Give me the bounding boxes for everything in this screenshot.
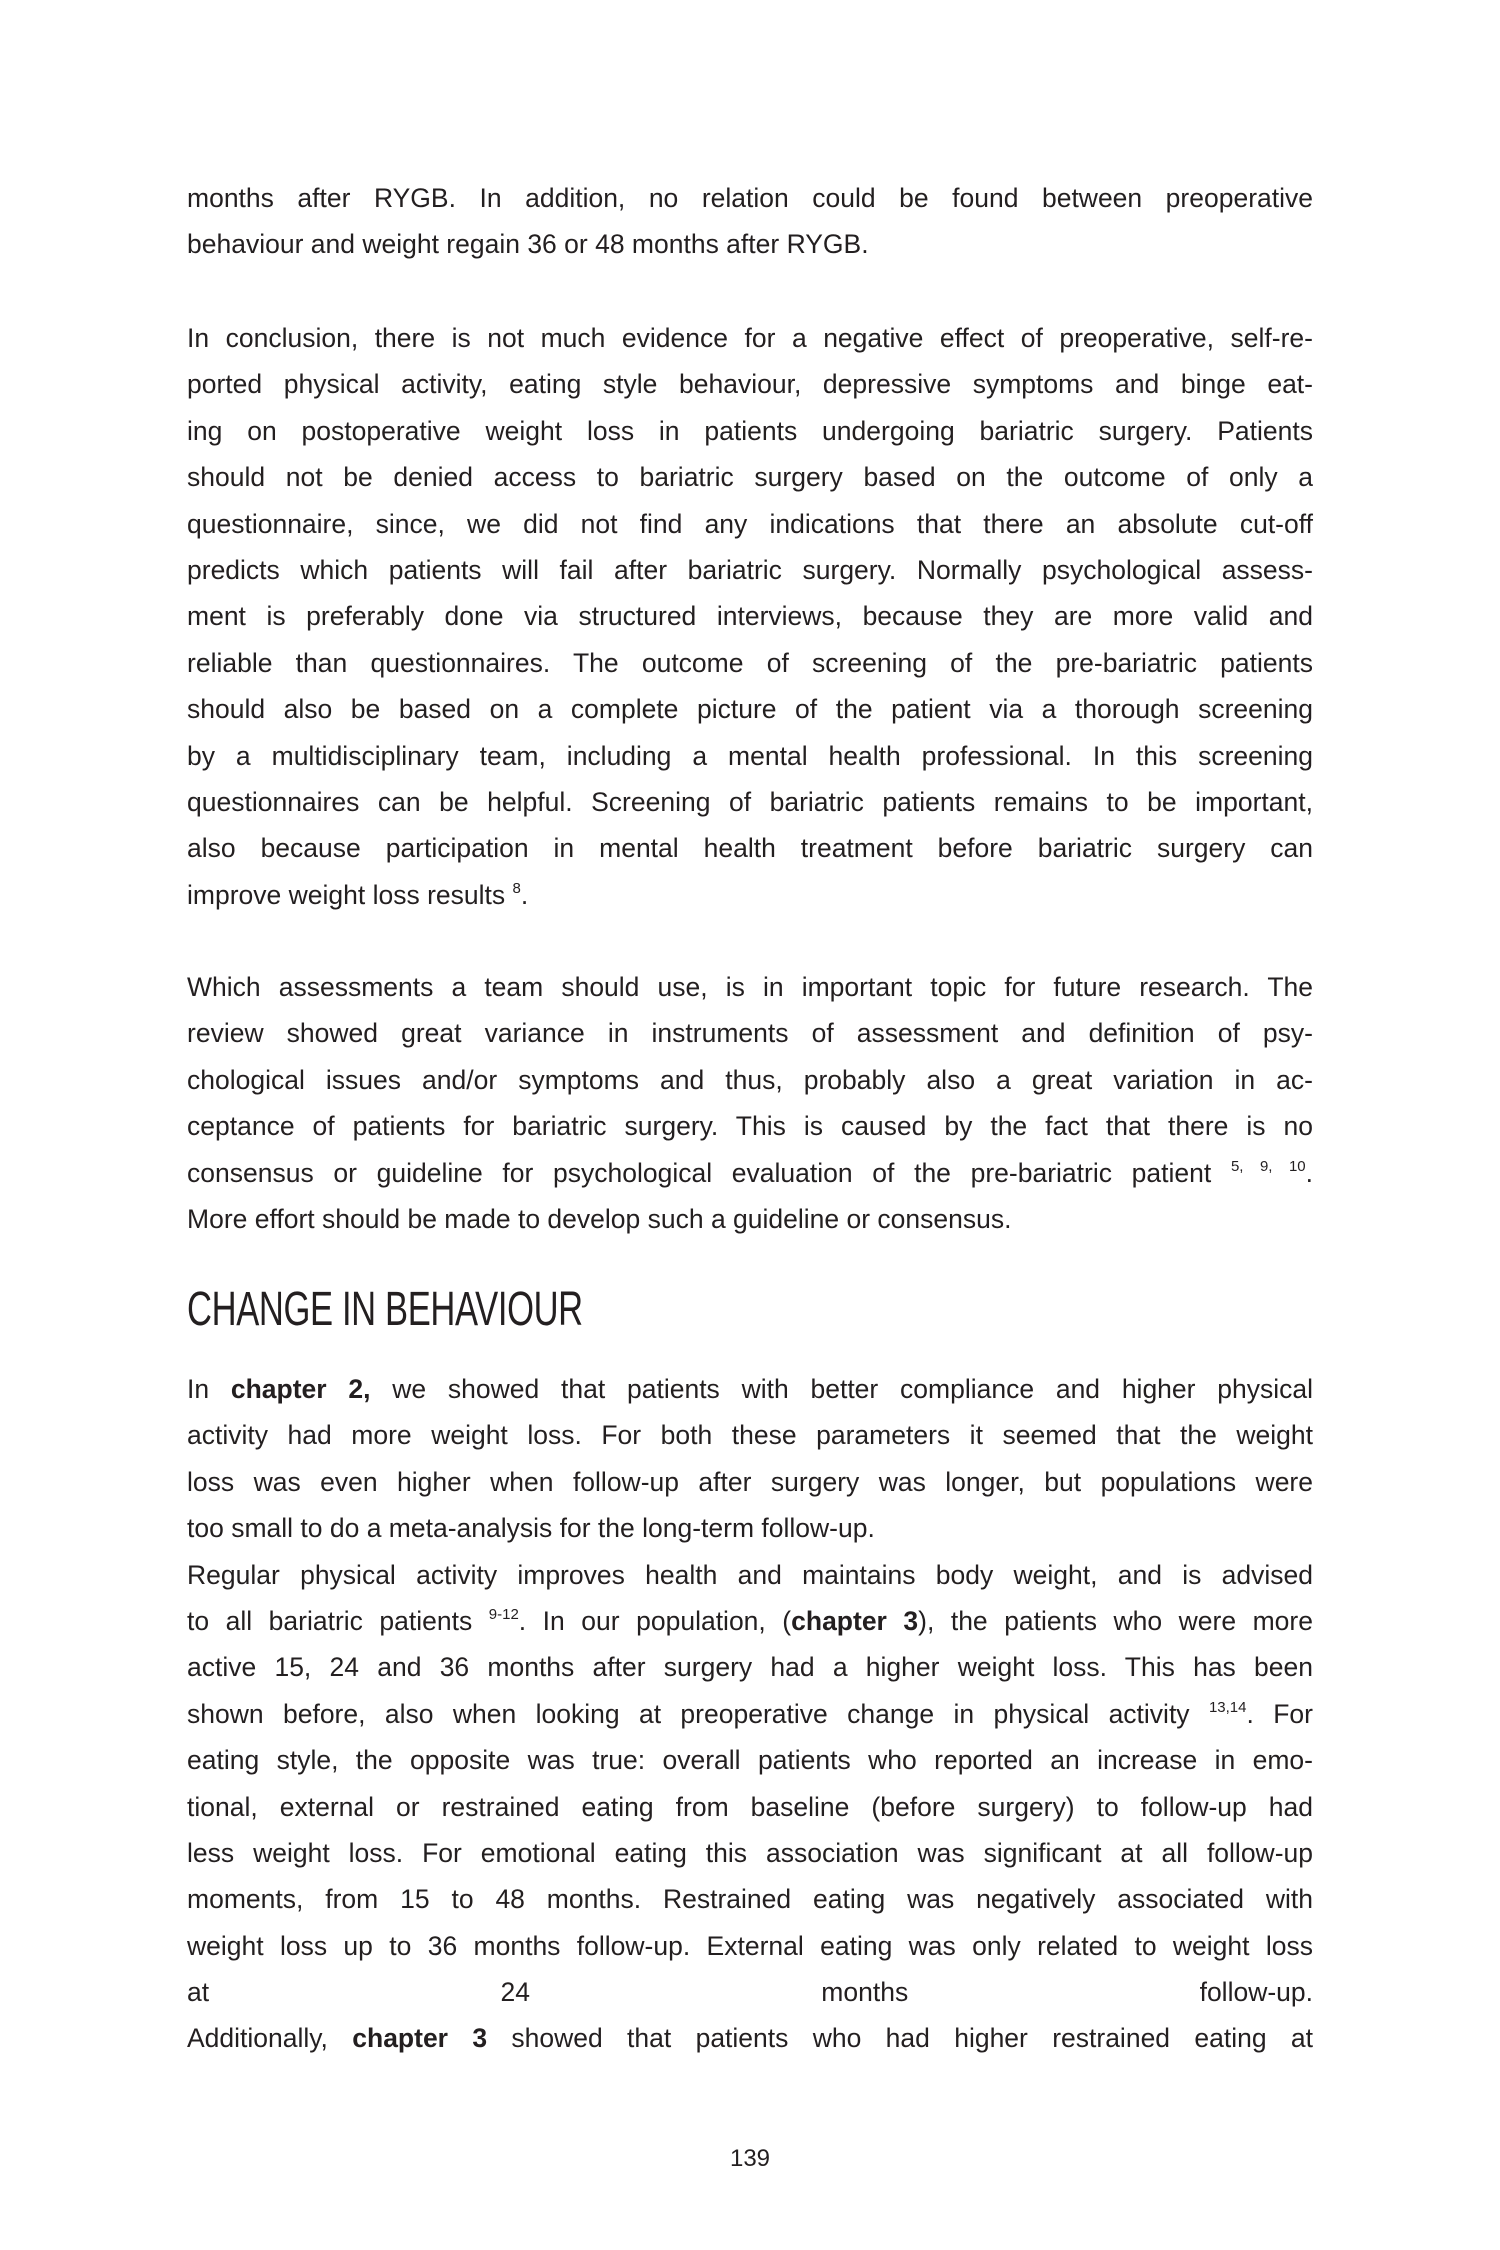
citation-superscript: 9-12 (488, 1605, 519, 1623)
text-segment: questionnaires can be helpful. Screening of bariatric patients remains to be important, (187, 786, 1313, 817)
text-line (187, 1412, 1313, 1458)
citation-superscript: 13,14 (1208, 1698, 1247, 1716)
text-segment: . (1305, 1157, 1313, 1188)
text-segment: active 15, 24 and 36 months after surgery had a higher weight loss. This has been (187, 1652, 1313, 1683)
text-line (187, 1737, 1313, 1783)
text-segment: at 24 months follow-up. (187, 1977, 1313, 2008)
paragraph-conclusion (187, 315, 1313, 918)
text-line (187, 1459, 1313, 1505)
page-number: 139 (729, 2145, 771, 2172)
text-line (187, 1552, 1313, 1598)
text-line (187, 779, 1313, 825)
text-segment: moments, from 15 to 48 months. Restrained eating was negatively associated with (187, 1884, 1313, 1915)
text-line (187, 1010, 1313, 1056)
text-line (187, 1969, 1313, 2015)
text-segment: months after RYGB. In addition, no relation could be found between preoperative (187, 183, 1313, 213)
text-segment: Additionally, (187, 2023, 353, 2054)
text-segment: shown before, also when looking at preoperative change in physical activity (187, 1698, 1209, 1729)
text-line (187, 2015, 1313, 2061)
text-segment: chological issues and/or symptoms and thus, probably also a great variation in ac- (187, 1064, 1313, 1095)
text-segment: In conclusion, there is not much evidence for a negative effect of preoperative, self-re- (187, 323, 1313, 353)
text-line (187, 454, 1313, 500)
text-segment: . (520, 879, 529, 910)
text-line (187, 1876, 1313, 1922)
text-segment: showed that patients who had higher restrained eating at (487, 2023, 1313, 2054)
text-line (187, 640, 1313, 686)
text-line (187, 686, 1313, 732)
text-line (187, 1057, 1313, 1103)
text-line (187, 361, 1313, 407)
text-line (187, 1598, 1313, 1644)
text-line (187, 964, 1313, 1010)
text-segment: questionnaire, since, we did not find any indications that there an absolute cut-off (187, 508, 1313, 539)
text-line (187, 1784, 1313, 1830)
text-line (187, 501, 1313, 547)
text-segment: reliable than questionnaires. The outcome of screening of the pre-bariatric patients (187, 647, 1313, 678)
text-segment: too small to do a meta-analysis for the long-term follow-up. (187, 1513, 875, 1544)
text-segment: In (187, 1374, 231, 1404)
text-segment: activity had more weight loss. For both these parameters it seemed that the weight (187, 1420, 1313, 1451)
text-segment: we showed that patients with better compliance and higher physical (370, 1374, 1313, 1404)
bold-reference: chapter 3 (352, 2023, 488, 2054)
text-line (187, 315, 1313, 361)
text-segment: ), the patients who were more (918, 1605, 1313, 1636)
text-segment: Which assessments a team should use, is in important topic for future research. The (187, 972, 1313, 1002)
citation-superscript: 5, 9, 10 (1230, 1157, 1306, 1175)
text-segment: less weight loss. For emotional eating this association was significant at all follow-up (187, 1837, 1313, 1868)
text-line (187, 1103, 1313, 1149)
text-segment: . In our population, ( (518, 1605, 792, 1636)
text-line (187, 593, 1313, 639)
text-segment: by a multidisciplinary team, including a mental health professional. In this screening (187, 740, 1313, 771)
citation-superscript: 8 (512, 879, 521, 897)
text-line (187, 1366, 1313, 1412)
text-segment: More effort should be made to develop such a guideline or consensus. (187, 1203, 1012, 1234)
text-line (187, 733, 1313, 779)
text-line (187, 1505, 1313, 1551)
text-line (187, 825, 1313, 871)
text-segment: behaviour and weight regain 36 or 48 months after RYGB. (187, 229, 869, 260)
text-line (187, 1691, 1313, 1737)
text-line (187, 1644, 1313, 1690)
text-segment: consensus or guideline for psychological evaluation of the pre-bariatric patient (187, 1157, 1231, 1188)
text-line (187, 408, 1313, 454)
bold-reference: chapter 3 (791, 1605, 919, 1636)
paragraph-weight-regain (187, 175, 1313, 268)
text-line (187, 1923, 1313, 1969)
text-segment: tional, external or restrained eating from baseline (before surgery) to follow-up had (187, 1791, 1313, 1822)
text-line (187, 1196, 1313, 1242)
text-line (187, 1150, 1313, 1196)
text-line (187, 175, 1313, 221)
text-segment: Regular physical activity improves health and maintains body weight, and is advised (187, 1559, 1313, 1590)
bold-reference: chapter 2, (230, 1374, 371, 1404)
text-segment: should not be denied access to bariatric surgery based on the outcome of only a (187, 462, 1313, 493)
paragraph-assessments (187, 964, 1313, 1242)
text-segment: should also be based on a complete picture of the patient via a thorough screening (187, 694, 1313, 725)
text-segment: weight loss up to 36 months follow-up. External eating was only related to weight loss (187, 1930, 1313, 1961)
text-segment: improve weight loss results (187, 879, 513, 910)
text-segment: review showed great variance in instruments of assessment and definition of psy- (187, 1018, 1313, 1049)
section-heading: CHANGE IN BEHAVIOUR (187, 1283, 583, 1336)
text-segment: loss was even higher when follow-up after surgery was longer, but populations were (187, 1466, 1313, 1497)
text-segment: predicts which patients will fail after bariatric surgery. Normally psychological assess- (187, 554, 1313, 585)
text-segment: ported physical activity, eating style behaviour, depressive symptoms and binge eat- (187, 369, 1313, 400)
text-line (187, 547, 1313, 593)
paragraph-change-in-behaviour (187, 1366, 1313, 2062)
text-line (187, 1830, 1313, 1876)
text-segment: eating style, the opposite was true: overall patients who reported an increase in emo- (187, 1745, 1313, 1776)
text-segment: ceptance of patients for bariatric surgery. This is caused by the fact that there is no (187, 1111, 1313, 1142)
text-segment: ing on postoperative weight loss in patients undergoing bariatric surgery. Patients (187, 415, 1313, 446)
text-line (187, 221, 1313, 267)
text-line (187, 872, 1313, 918)
text-segment: to all bariatric patients (187, 1605, 489, 1636)
text-segment: . For (1246, 1698, 1313, 1729)
text-segment: ment is preferably done via structured interviews, because they are more valid and (187, 601, 1313, 632)
text-segment: also because participation in mental health treatment before bariatric surgery can (187, 833, 1313, 864)
